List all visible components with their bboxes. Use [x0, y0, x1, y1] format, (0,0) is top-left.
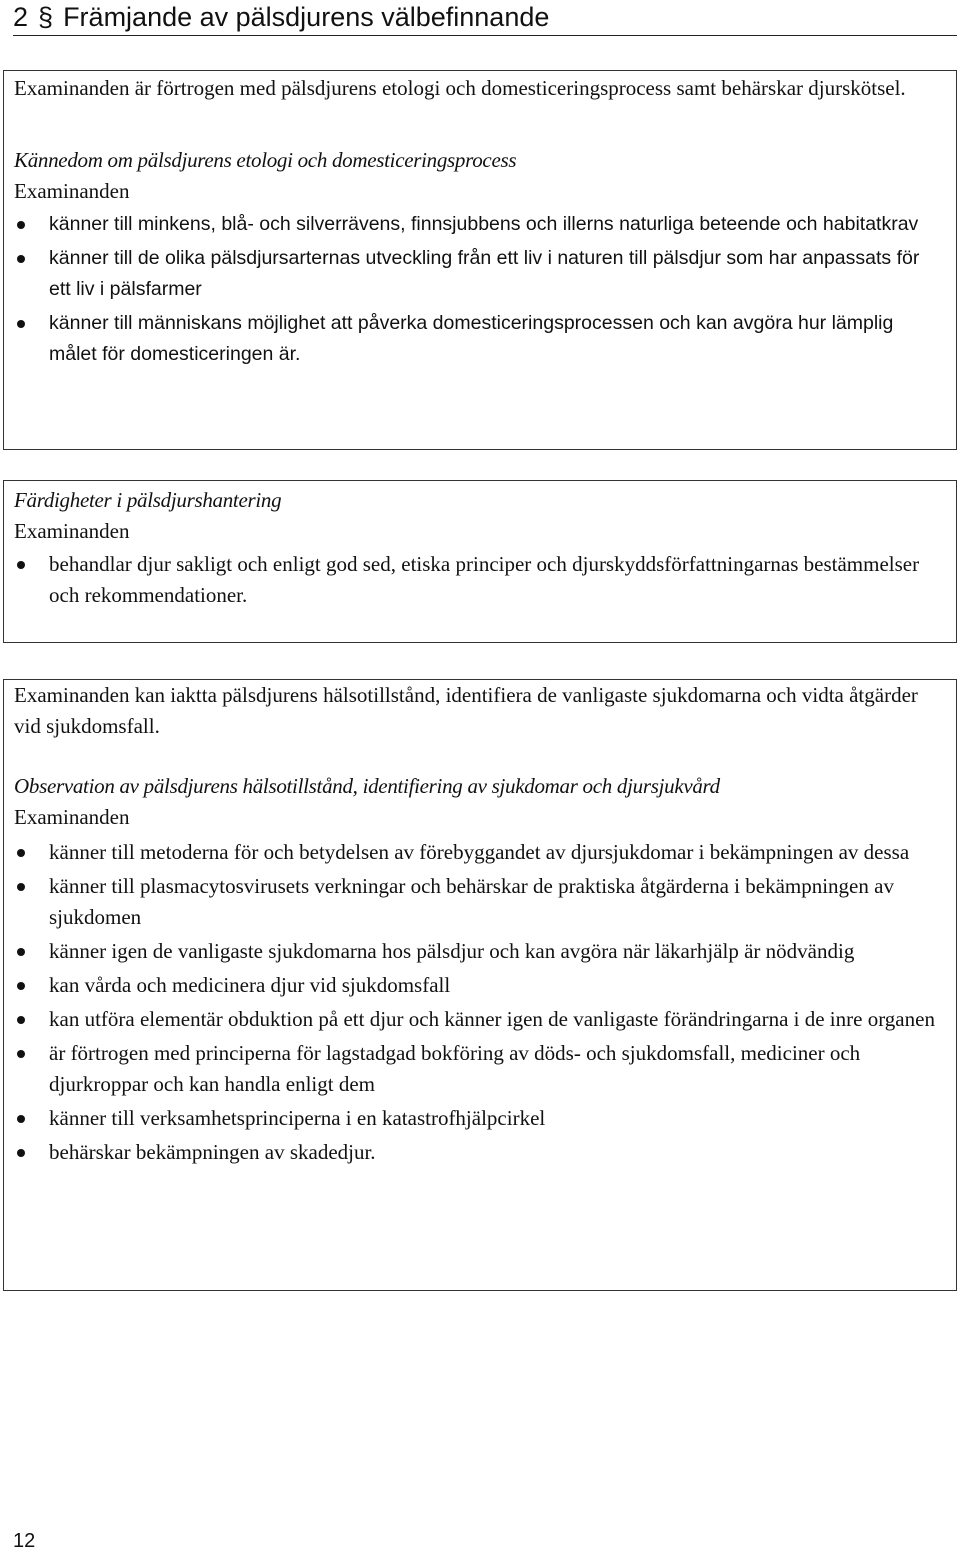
- list-item: känner igen de vanligaste sjukdomarna hos pälsdjur och kan avgöra när läkarhjälp är nödvändig: [14, 936, 946, 967]
- section-title: Främjande av pälsdjurens välbefinnande: [63, 2, 550, 32]
- list-item: behandlar djur sakligt och enligt god sed, etiska principer och djurskyddsförfattningarnas bestämmelser och rekommendationer.: [14, 549, 946, 611]
- box-intro: Examinanden är förtrogen med pälsdjurens etologi och domesticeringsprocess samt behärskar djurskötsel.: [14, 76, 906, 100]
- box-subheading: Observation av pälsdjurens hälsotillstånd, identifiering av sjukdomar och djursjukvård: [14, 774, 720, 798]
- competence-box-health: [3, 679, 957, 1291]
- examinee-label: Examinanden: [14, 179, 130, 203]
- list-item: är förtrogen med principerna för lagstadgad bokföring av döds- och sjukdomsfall, mediciner och djurkroppar och kan handla enligt dem: [14, 1038, 946, 1100]
- list-item: känner till plasmacytosvirusets verkningar och behärskar de praktiska åtgärderna i bekämpningen av sjukdomen: [14, 871, 946, 933]
- box-intro: Examinanden kan iaktta pälsdjurens hälsotillstånd, identifiera de vanligaste sjukdomarna och vidta åtgärder vid sjukdomsfall.: [14, 683, 918, 738]
- list-item: känner till människans möjlighet att påverka domesticeringsprocessen och kan avgöra hur lämplig målet för domesticeringen är.: [14, 308, 946, 370]
- list-item: känner till de olika pälsdjursarternas utveckling från ett liv i naturen till pälsdjur som har anpassats för ett liv i pälsfarmer: [14, 243, 946, 305]
- page-number: 12: [13, 1530, 36, 1552]
- section-header: [13, 0, 957, 36]
- box-subheading: Färdigheter i pälsdjurshantering: [14, 488, 282, 512]
- competence-box-handling: [3, 480, 957, 643]
- criteria-list: [14, 209, 946, 370]
- section-sign: §: [38, 2, 54, 32]
- criteria-list: [14, 837, 946, 1168]
- box-subheading: Kännedom om pälsdjurens etologi och domesticeringsprocess: [14, 148, 517, 172]
- list-item: kan utföra elementär obduktion på ett djur och känner igen de vanligaste förändringarna i de inre organen: [14, 1004, 946, 1035]
- competence-box-ethology: [3, 70, 957, 450]
- list-item: känner till minkens, blå- och silverrävens, finnsjubbens och illerns naturliga beteende och habitatkrav: [14, 209, 946, 240]
- list-item: känner till verksamhetsprinciperna i en katastrofhjälpcirkel: [14, 1103, 946, 1134]
- section-number: 2: [13, 2, 29, 32]
- criteria-list: [14, 549, 946, 611]
- list-item: känner till metoderna för och betydelsen av förebyggandet av djursjukdomar i bekämpningen av dessa: [14, 837, 946, 868]
- list-item: kan vårda och medicinera djur vid sjukdomsfall: [14, 970, 946, 1001]
- list-item: behärskar bekämpningen av skadedjur.: [14, 1137, 946, 1168]
- examinee-label: Examinanden: [14, 519, 130, 543]
- examinee-label: Examinanden: [14, 805, 130, 829]
